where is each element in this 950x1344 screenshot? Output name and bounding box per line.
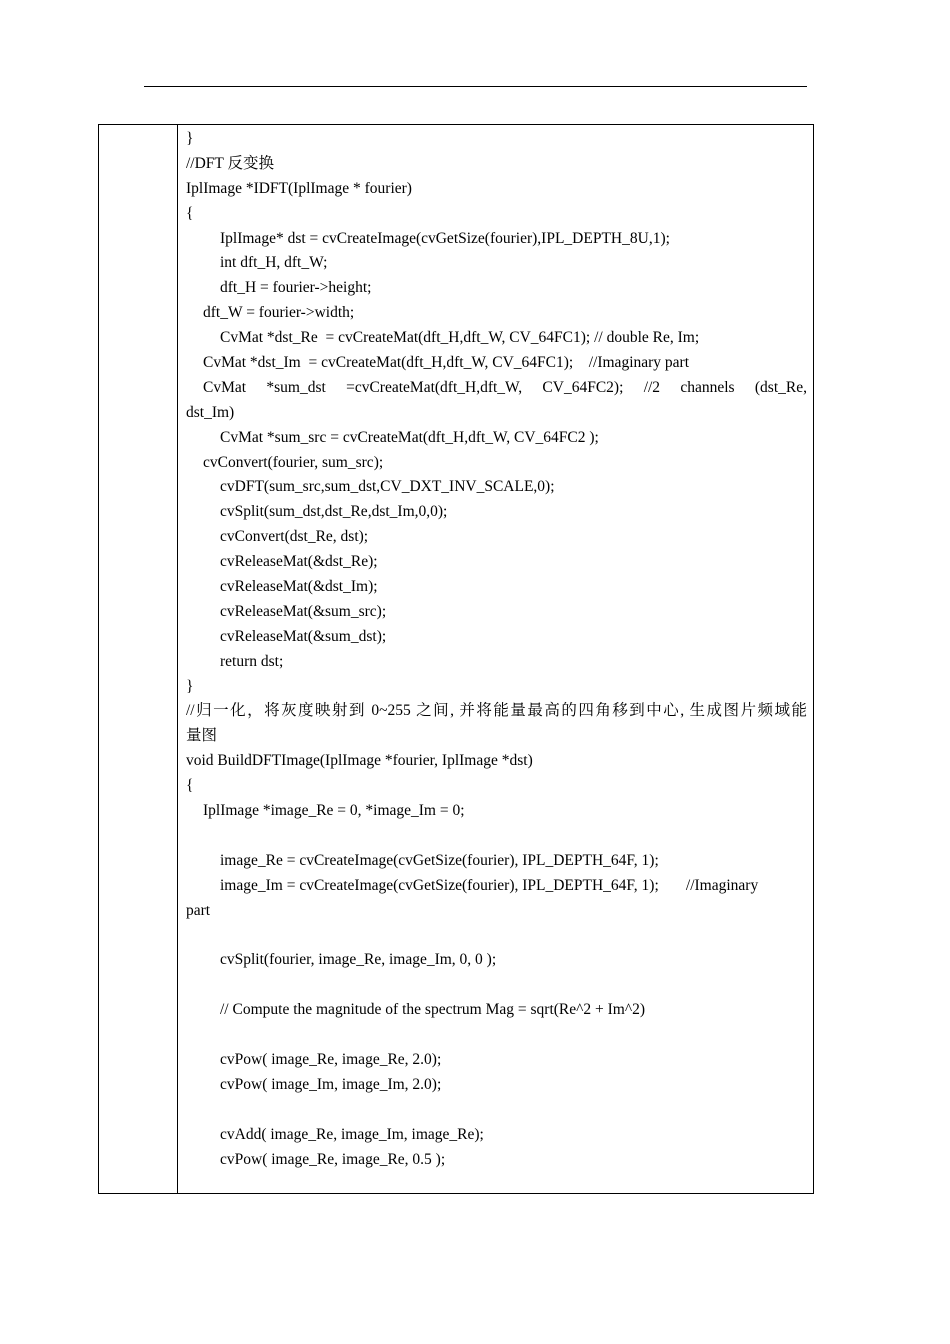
table-left-column: [99, 125, 178, 1193]
code-line: [186, 1023, 807, 1048]
code-line: // Compute the magnitude of the spectrum Mag = sqrt(Re^2 + Im^2): [220, 1001, 646, 1019]
code-line: int dft_H, dft_W;: [220, 254, 328, 272]
code-line: void BuildDFTImage(IplImage *fourier, IplImage *dst): [186, 752, 533, 770]
code-line: [186, 973, 807, 998]
code-line: dft_H = fourier->height;: [220, 279, 372, 297]
code-line: image_Re = cvCreateImage(cvGetSize(fourier), IPL_DEPTH_64F, 1);: [220, 851, 659, 869]
code-line: cvReleaseMat(&dst_Re);: [220, 553, 378, 571]
code-line: CvMat *dst_Im = cvCreateMat(dft_H,dft_W, CV_64FC1); //Imaginary part: [203, 354, 690, 372]
code-line: IplImage *image_Re = 0, *image_Im = 0;: [203, 802, 465, 820]
code-line: IplImage* dst = cvCreateImage(cvGetSize(fourier),IPL_DEPTH_8U,1);: [220, 229, 670, 247]
code-line: }: [186, 130, 194, 147]
code-line: cvDFT(sum_src,sum_dst,CV_DXT_INV_SCALE,0);: [220, 478, 555, 496]
code-line: cvConvert(fourier, sum_src);: [203, 453, 384, 471]
code-line: [186, 924, 807, 949]
code-line: cvConvert(dst_Re, dst);: [220, 528, 369, 546]
code-line: part: [186, 901, 211, 919]
code-line: cvReleaseMat(&sum_dst);: [220, 627, 387, 645]
code-line: cvPow( image_Im, image_Im, 2.0);: [220, 1075, 442, 1093]
code-line: image_Im = cvCreateImage(cvGetSize(fourier), IPL_DEPTH_64F, 1); //Imaginary: [220, 876, 759, 894]
header-rule: [144, 86, 807, 87]
code-line: CvMat *sum_src = cvCreateMat(dft_H,dft_W, CV_64FC2 );: [220, 428, 599, 446]
code-line: cvReleaseMat(&sum_src);: [220, 602, 387, 620]
code-line: CvMat *dst_Re = cvCreateMat(dft_H,dft_W, CV_64FC1); // double Re, Im;: [220, 329, 700, 347]
code-line: //归一化，将灰度映射到 0~255 之间, 并将能量最高的四角移到中心, 生成图片频域能: [186, 702, 807, 720]
code-line: {: [186, 777, 194, 795]
code-line: cvReleaseMat(&dst_Im);: [220, 578, 378, 596]
code-line: return dst;: [220, 652, 284, 670]
code-line: IplImage *IDFT(IplImage * fourier): [186, 179, 412, 197]
code-line: dft_W = fourier->width;: [203, 304, 355, 322]
code-line: {: [186, 204, 194, 222]
code-line: //DFT 反变换: [186, 154, 274, 172]
code-line: cvAdd( image_Re, image_Im, image_Re);: [220, 1125, 484, 1143]
code-line: cvPow( image_Re, image_Re, 2.0);: [220, 1050, 442, 1068]
code-line: cvSplit(fourier, image_Re, image_Im, 0, 0 );: [220, 951, 497, 969]
code-listing: [186, 125, 807, 1172]
code-line: cvPow( image_Re, image_Re, 0.5 );: [220, 1150, 446, 1168]
content-table: [98, 124, 814, 1194]
code-line: CvMat *sum_dst =cvCreateMat(dft_H,dft_W, CV_64FC2); //2 channels (dst_Re,: [203, 378, 807, 396]
code-line: [186, 824, 807, 849]
code-line: cvSplit(sum_dst,dst_Re,dst_Im,0,0);: [220, 503, 448, 521]
code-line: 量图: [186, 727, 218, 745]
code-line: [186, 1098, 807, 1123]
code-line: }: [186, 677, 194, 695]
code-line: dst_Im): [186, 403, 235, 421]
